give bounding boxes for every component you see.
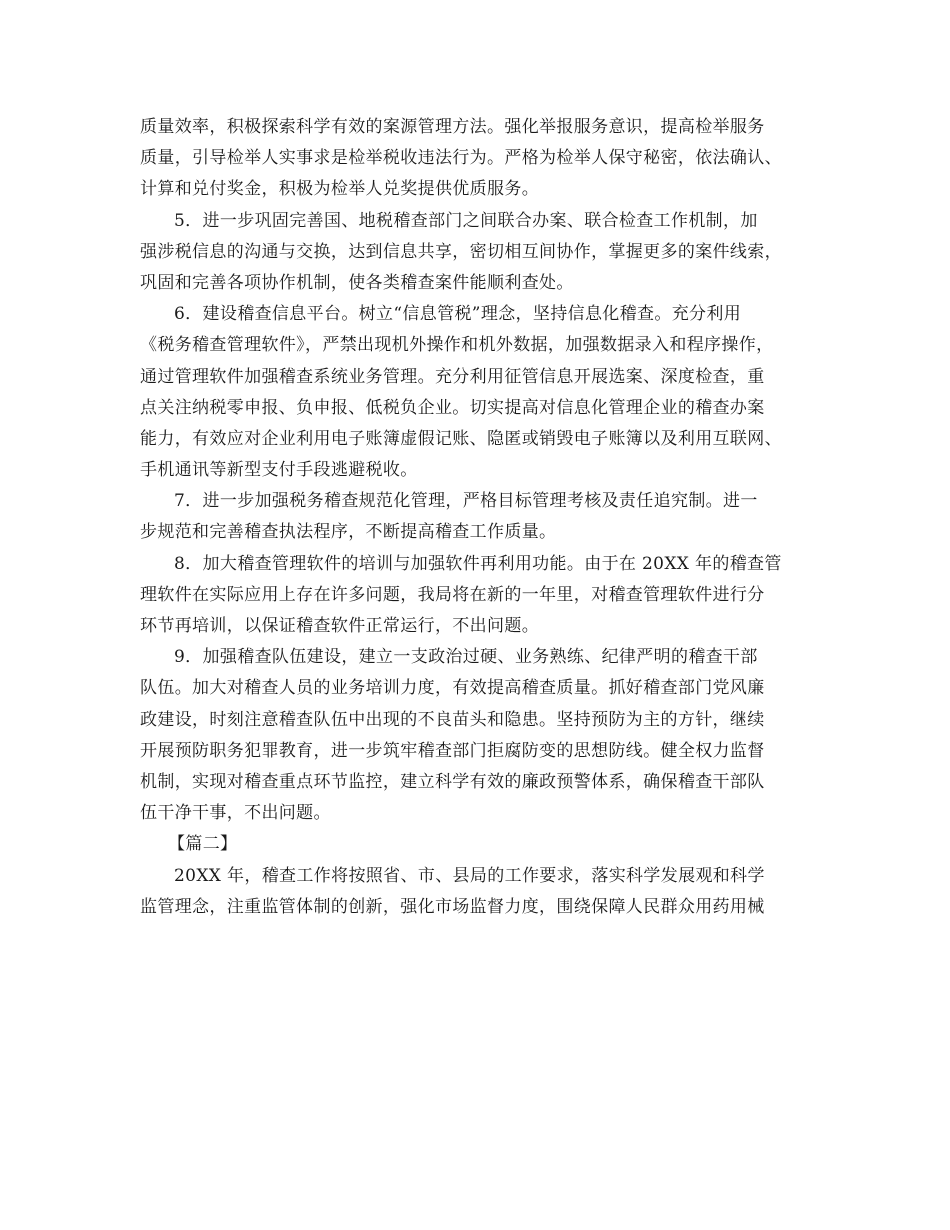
text-line: 政建设，时刻注意稽查队伍中出现的不良苗头和隐患。坚持预防为主的方针，继续 <box>140 709 765 730</box>
text-line: 质量，引导检举人实事求是检举税收违法行为。严格为检举人保守秘密，依法确认、 <box>140 148 782 169</box>
paragraph-9-start: 9．加强稽查队伍建设，建立一支政治过硬、业务熟练、纪律严明的稽查干部 <box>174 647 758 668</box>
text-line: 监管理念，注重监管体制的创新，强化市场监督力度，围绕保障人民群众用药用械 <box>140 896 765 917</box>
text-line: 《税务稽查管理软件》，严禁出现机外操作和机外数据，加强数据录入和程序操作， <box>140 335 774 356</box>
text-line: 手机通讯等新型支付手段逃避税收。 <box>140 460 418 481</box>
paragraph-8-start: 8．加大稽查管理软件的培训与加强软件再利用功能。由于在 20XX 年的稽查管 <box>174 553 782 574</box>
paragraph-6-start: 6．建设稽查信息平台。树立“信息管税”理念，坚持信息化稽查。充分利用 <box>174 304 742 325</box>
text-line: 开展预防职务犯罪教育，进一步筑牢稽查部门拒腐防变的思想防线。健全权力监督 <box>140 740 765 761</box>
text-line: 队伍。加大对稽查人员的业务培训力度，有效提高稽查质量。抓好稽查部门党风廉 <box>140 678 765 699</box>
text-line: 机制，实现对稽查重点环节监控，建立科学有效的廉政预警体系，确保稽查干部队 <box>140 771 765 792</box>
section-heading: 【篇二】 <box>168 834 238 855</box>
text-line: 伍干净干事，不出问题。 <box>140 803 331 824</box>
document-body <box>140 112 830 923</box>
text-line: 能力，有效应对企业利用电子账簿虚假记账、隐匿或销毁电子账簿以及利用互联网、 <box>140 428 782 449</box>
text-line: 质量效率，积极探索科学有效的案源管理方法。强化举报服务意识，提高检举服务 <box>140 117 765 137</box>
paragraph-7-start: 7．进一步加强税务稽查规范化管理，严格目标管理考核及责任追究制。进一 <box>174 491 758 512</box>
text-line: 步规范和完善稽查执法程序，不断提高稽查工作质量。 <box>140 522 557 543</box>
text-line: 强涉税信息的沟通与交换，达到信息共享，密切相互间协作，掌握更多的案件线索， <box>140 241 782 262</box>
text-line: 巩固和完善各项协作机制，使各类稽查案件能顺利查处。 <box>140 272 574 293</box>
text-line: 环节再培训，以保证稽查软件正常运行，不出问题。 <box>140 616 540 636</box>
paragraph-start: 20XX 年，稽查工作将按照省、市、县局的工作要求，落实科学发展观和科学 <box>174 865 765 886</box>
text-line: 理软件在实际应用上存在许多问题，我局将在新的一年里，对稽查管理软件进行分 <box>140 584 765 605</box>
text-line: 点关注纳税零申报、负申报、低税负企业。切实提高对信息化管理企业的稽查办案 <box>140 397 765 418</box>
text-line: 计算和兑付奖金，积极为检举人兑奖提供优质服务。 <box>140 179 540 200</box>
text-line: 通过管理软件加强稽查系统业务管理。充分利用征管信息开展选案、深度检查，重 <box>140 366 765 387</box>
paragraph-5-start: 5．进一步巩固完善国、地税稽查部门之间联合办案、联合检查工作机制，加 <box>174 210 758 231</box>
